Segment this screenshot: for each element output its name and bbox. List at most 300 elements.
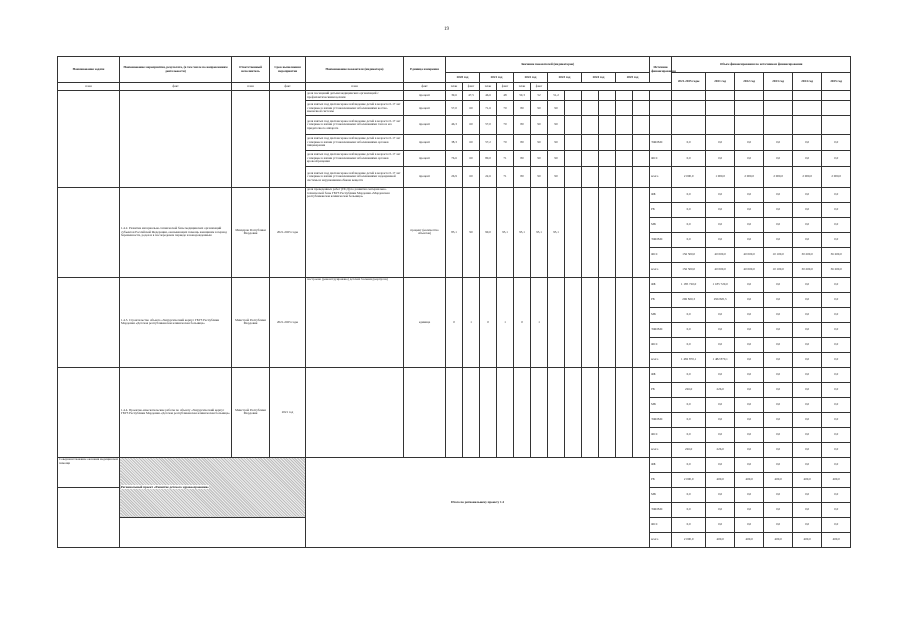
- finance-value: 36 200,0: [822, 247, 851, 262]
- indicator-value: 1: [463, 277, 480, 367]
- indicator-value: [599, 187, 616, 277]
- col-term-header: Срок выполнения мероприятия: [270, 57, 306, 83]
- indicator-value: [616, 91, 633, 101]
- finance-value: 0,0: [706, 322, 735, 337]
- indicator-value: 60: [463, 101, 480, 116]
- indicator-value: 90: [548, 150, 565, 166]
- finance-value: 0,0: [735, 322, 764, 337]
- finance-value: 0,0: [822, 322, 851, 337]
- indicator-value: 70: [497, 134, 514, 150]
- finance-value: 0,0: [672, 502, 706, 517]
- indicator-value: 80: [514, 116, 531, 134]
- indicator-value: [531, 367, 548, 457]
- indicator-unit: [404, 367, 446, 457]
- indicator-value: 71: [497, 150, 514, 166]
- finance-source: МБ: [650, 487, 672, 502]
- finance-value: 0,0: [735, 502, 764, 517]
- finance-value: 400,0: [822, 532, 851, 547]
- sub-label-plan: план: [514, 83, 531, 91]
- finance-value: 0,0: [822, 457, 851, 472]
- finance-source: всего: [650, 352, 672, 367]
- finance-value: 0,0: [672, 412, 706, 427]
- indicator-value: [480, 367, 497, 457]
- finance-value: 0,0: [793, 134, 822, 150]
- indicator-value: [599, 367, 616, 457]
- indicator-value: [616, 277, 633, 367]
- finance-value: 2 000,0: [672, 532, 706, 547]
- indicator-value: [599, 116, 616, 134]
- finance-source: МБ: [650, 217, 672, 232]
- indicator-value: [599, 134, 616, 150]
- finance-value: 0,0: [793, 292, 822, 307]
- finance-source: ФСС: [650, 150, 672, 166]
- sub-label-fact: факт: [404, 83, 446, 91]
- sub-label-plan: план: [306, 83, 404, 91]
- finance-value: 0,0: [672, 367, 706, 382]
- finance-value: 0,0: [764, 487, 793, 502]
- indicator-value: [599, 101, 616, 116]
- finance-value: 0,0: [822, 517, 851, 532]
- indicator-value: [582, 134, 599, 150]
- finance-value: 0,0: [735, 517, 764, 532]
- indicator-value: [633, 167, 650, 188]
- finance-source: РБ: [650, 292, 672, 307]
- indicator-value: [582, 167, 599, 188]
- finance-value: 1 482 870,1: [672, 352, 706, 367]
- indicator-value: 80: [514, 167, 531, 188]
- finance-value: 0,0: [793, 322, 822, 337]
- finance-value: 0,0: [764, 202, 793, 217]
- table-row: [58, 187, 851, 202]
- finance-value: 0,0: [764, 412, 793, 427]
- finance-source: МБ: [650, 397, 672, 412]
- finance-year-header: 2022 год: [735, 73, 764, 91]
- finance-value: [764, 91, 793, 101]
- indicator-value: 1: [497, 277, 514, 367]
- indicator-value: [582, 91, 599, 101]
- finance-value: 0,0: [764, 277, 793, 292]
- indicator-value: 60: [463, 116, 480, 134]
- finance-value: 0,0: [706, 134, 735, 150]
- finance-value: 0,0: [735, 337, 764, 352]
- indicator-value: 80: [514, 134, 531, 150]
- finance-value: 2 000,0: [672, 472, 706, 487]
- finance-value: 2 000,0: [793, 167, 822, 188]
- table-row: [58, 277, 851, 292]
- indicator-value: [582, 116, 599, 134]
- finance-value: 30 200,0: [793, 247, 822, 262]
- year-header: 2021 год: [480, 73, 514, 83]
- indicator-name: доля взятых под диспансерное наблюдение детей в возрасте 0-17 лет с впервые в жизни установленными заболеваниями органов пищеварения: [306, 134, 404, 150]
- indicator-value: [514, 367, 531, 457]
- finance-value: 0,0: [735, 277, 764, 292]
- indicator-value: 90: [531, 150, 548, 166]
- finance-value: 0,0: [793, 412, 822, 427]
- indicator-value: 57,0: [480, 116, 497, 134]
- finance-value: 0,0: [672, 427, 706, 442]
- indicator-value: 38,3: [446, 134, 463, 150]
- finance-value: 0,0: [735, 457, 764, 472]
- finance-value: 0,0: [735, 187, 764, 202]
- finance-value: 0,0: [764, 352, 793, 367]
- finance-value: 0,0: [672, 217, 706, 232]
- finance-value: 400,0: [706, 472, 735, 487]
- finance-value: 0,0: [706, 337, 735, 352]
- indicator-value: 50,3: [514, 91, 531, 101]
- finance-source: ФСС: [650, 247, 672, 262]
- indicator-name: доля взятых под диспансерное наблюдение детей в возрасте 0-17 лет с впервые в жизни установленными заболеваниями органов кровообращения: [306, 150, 404, 166]
- indicator-unit: процент: [404, 116, 446, 134]
- finance-value: 0,0: [822, 187, 851, 202]
- indicator-value: 48: [497, 91, 514, 101]
- finance-value: 0,0: [822, 150, 851, 166]
- indicator-value: 90: [531, 134, 548, 150]
- finance-value: 0,0: [672, 232, 706, 247]
- indicator-unit: процент: [404, 150, 446, 166]
- indicator-value: [616, 134, 633, 150]
- sub-label-fact: факт: [270, 83, 306, 91]
- finance-value: 0,0: [793, 502, 822, 517]
- finance-value: 0,0: [764, 457, 793, 472]
- finance-value: 400,0: [822, 472, 851, 487]
- indicator-name: доля посещений детьми медицинских организаций с профилактическими целями: [306, 91, 404, 101]
- finance-source: ФСС: [650, 427, 672, 442]
- finance-value: 0,0: [706, 412, 735, 427]
- indicator-value: 95,1: [531, 187, 548, 277]
- finance-value: 0,0: [735, 442, 764, 457]
- indicator-value: 57,0: [446, 101, 463, 116]
- finance-value: 0,0: [764, 150, 793, 166]
- indicator-value: 51,2: [548, 91, 565, 101]
- finance-value: 0,0: [735, 232, 764, 247]
- year-header: 2024 год: [582, 73, 616, 83]
- finance-value: 156 500,0: [672, 247, 706, 262]
- finance-value: 0,0: [822, 232, 851, 247]
- finance-value: 0,0: [764, 292, 793, 307]
- finance-value: 0,0: [764, 187, 793, 202]
- term-cell: 2021-2025 годы: [270, 187, 306, 277]
- finance-value: [650, 101, 672, 116]
- finance-source: ФБ: [650, 277, 672, 292]
- finance-value: 0,0: [706, 457, 735, 472]
- indicator-value: 1: [531, 277, 548, 367]
- finance-value: 0,0: [822, 202, 851, 217]
- indicator-value: 57,2: [480, 134, 497, 150]
- indicator-value: 22,6: [480, 167, 497, 188]
- finance-value: 0,0: [793, 427, 822, 442]
- finance-source: ФБ: [650, 367, 672, 382]
- finance-value: 0,0: [793, 202, 822, 217]
- table-row: [58, 91, 851, 101]
- finance-value: 400,0: [793, 472, 822, 487]
- measure-cell: 1.4.4. Проектно-изыскательские работы по объекту «Хирургический корпус ГБУЗ Республики Мордовия «Детская республиканская клиническая больница»: [120, 367, 232, 457]
- finance-value: 0,0: [672, 322, 706, 337]
- indicator-value: 60: [463, 134, 480, 150]
- finance-value: [650, 91, 672, 101]
- finance-value: 0,0: [735, 307, 764, 322]
- finance-value: 36 200,0: [822, 262, 851, 277]
- finance-source: РБ: [650, 202, 672, 217]
- task-cell: [58, 91, 120, 188]
- finance-value: 0,0: [793, 307, 822, 322]
- indicator-value: [633, 91, 650, 101]
- task-cell: Совершенствование оказания медицинской помощи: [58, 457, 120, 487]
- col-unit-header: Единица измерения: [404, 57, 446, 83]
- indicator-value: [582, 150, 599, 166]
- finance-value: 0,0: [706, 307, 735, 322]
- finance-value: 0,0: [822, 352, 851, 367]
- term-cell: 2021-2025 годы: [270, 277, 306, 367]
- task-cell: [58, 187, 120, 277]
- finance-value: 0,0: [735, 150, 764, 166]
- hatched-project-label: Региональный проект «Развитие детского здравоохранения»: [121, 484, 209, 489]
- finance-source: всего: [650, 262, 672, 277]
- finance-value: 2 000,0: [822, 167, 851, 188]
- indicator-value: 26,9: [446, 167, 463, 188]
- measure-cell: [120, 91, 232, 188]
- indicator-value: 90,0: [480, 187, 497, 277]
- finance-value: 2 000,0: [672, 167, 706, 188]
- finance-value: 1 185 720,0: [672, 277, 706, 292]
- finance-value: 0,0: [706, 150, 735, 166]
- finance-value: 0,0: [764, 367, 793, 382]
- finance-source: ФСС: [650, 337, 672, 352]
- indicator-value: [548, 277, 565, 367]
- finance-source: МБ: [650, 307, 672, 322]
- finance-value: [672, 91, 706, 101]
- finance-value: 0,0: [822, 292, 851, 307]
- sub-label-fact: факт: [120, 83, 232, 91]
- finance-value: [822, 116, 851, 134]
- sub-label-plan: план: [232, 83, 270, 91]
- finance-value: 0,0: [735, 134, 764, 150]
- indicator-name: доля взятых под диспансерное наблюдение детей в возрасте 0-17 лет с впервые в жизни установленными заболеваниями эндокринной системы и нарушениями обмена веществ: [306, 167, 404, 188]
- finance-value: 0,0: [793, 217, 822, 232]
- finance-value: [764, 116, 793, 134]
- finance-source: ФСС: [650, 517, 672, 532]
- sub-label-fact: факт: [463, 83, 480, 91]
- sub-label-plan: план: [58, 83, 120, 91]
- finance-value: 2 000,0: [735, 167, 764, 188]
- indicator-value: 95,1: [497, 187, 514, 277]
- finance-value: 0,0: [822, 442, 851, 457]
- indicator-value: [633, 187, 650, 277]
- indicator-value: [565, 167, 582, 188]
- finance-value: 1 000,0: [706, 167, 735, 188]
- sub-label-plan: план: [446, 83, 463, 91]
- indicator-unit: процент (количество объектов): [404, 187, 446, 277]
- finance-source: всего: [650, 167, 672, 188]
- finance-value: [672, 116, 706, 134]
- indicator-unit: процент: [404, 101, 446, 116]
- finance-value: 0,0: [706, 502, 735, 517]
- indicator-unit: процент: [404, 91, 446, 101]
- indicator-value: [565, 116, 582, 134]
- indicator-value: [599, 91, 616, 101]
- finance-value: 0,0: [735, 427, 764, 442]
- finance-source: всего: [650, 532, 672, 547]
- table-body: [58, 91, 851, 548]
- finance-value: 400,0: [706, 532, 735, 547]
- indicator-value: [565, 150, 582, 166]
- indicator-value: [582, 367, 599, 457]
- finance-group-header: Объем финансирования по источникам финансирования: [672, 57, 851, 73]
- finance-source: всего: [650, 442, 672, 457]
- finance-value: 0,0: [706, 427, 735, 442]
- finance-value: 400,0: [735, 472, 764, 487]
- finance-value: 0,0: [706, 232, 735, 247]
- finance-value: 0,0: [672, 487, 706, 502]
- finance-value: 0,0: [822, 217, 851, 232]
- col-source-header: Источник финансирования: [650, 57, 672, 83]
- finance-value: 0,0: [793, 397, 822, 412]
- indicator-value: [616, 150, 633, 166]
- finance-value: [793, 91, 822, 101]
- finance-value: 0,0: [735, 352, 764, 367]
- finance-value: 0,0: [672, 150, 706, 166]
- year-header: 2020 год: [446, 73, 480, 83]
- finance-source: ТФОМС: [650, 322, 672, 337]
- indicator-value: 90: [548, 134, 565, 150]
- finance-value: 0,0: [672, 307, 706, 322]
- finance-value: 400,0: [735, 532, 764, 547]
- indicator-value: 0: [480, 277, 497, 367]
- finance-value: 226,0: [706, 382, 735, 397]
- indicator-value: 71,6: [480, 101, 497, 116]
- indicator-value: 60: [463, 150, 480, 166]
- finance-value: 0,0: [735, 487, 764, 502]
- finance-value: 0,0: [793, 442, 822, 457]
- indicator-value: [582, 101, 599, 116]
- indicator-value: 90: [463, 187, 480, 277]
- finance-source: ФБ: [650, 187, 672, 202]
- finance-value: 0,0: [764, 307, 793, 322]
- executor-cell: Минздрав Республики Мордовия: [232, 187, 270, 277]
- finance-value: 40 000,0: [706, 247, 735, 262]
- finance-value: 0,0: [793, 277, 822, 292]
- finance-value: 0,0: [822, 337, 851, 352]
- finance-value: 0,0: [822, 412, 851, 427]
- indicator-group-header: Значение показателей (индикаторов): [446, 57, 650, 73]
- total-label: Итого по региональному проекту 1.4: [306, 457, 650, 547]
- finance-value: 226,0: [706, 442, 735, 457]
- finance-value: 0,0: [793, 367, 822, 382]
- indicator-value: [633, 277, 650, 367]
- indicator-value: [463, 367, 480, 457]
- indicator-value: [633, 134, 650, 150]
- finance-value: 40 000,0: [735, 262, 764, 277]
- indicator-value: 46,6: [480, 91, 497, 101]
- indicator-unit: единица: [404, 277, 446, 367]
- year-header: 2025 год: [616, 73, 650, 83]
- finance-value: 0,0: [706, 487, 735, 502]
- col-measure-header: Наименование мероприятия, результата, (в том числе по направлениям деятельности): [120, 57, 232, 83]
- finance-value: 0,0: [793, 232, 822, 247]
- indicator-value: [565, 91, 582, 101]
- finance-value: 0,0: [706, 397, 735, 412]
- finance-value: 156 500,0: [672, 262, 706, 277]
- finance-value: 0,0: [793, 337, 822, 352]
- finance-value: [706, 91, 735, 101]
- task-cell: [58, 277, 120, 367]
- finance-value: 0,0: [672, 134, 706, 150]
- finance-value: 296 820,3: [672, 292, 706, 307]
- finance-value: 0,0: [706, 202, 735, 217]
- finance-value: 0,0: [672, 397, 706, 412]
- finance-value: 0,0: [793, 352, 822, 367]
- measure-cell: 1.4.2. Развитие материально-технической базы медицинских организаций субъектов Российской Федерации, оказывающих помощь женщинам в период беременности, родов и в послеродовом периоде и новорожденным: [120, 187, 232, 277]
- finance-value: 0,0: [764, 322, 793, 337]
- finance-value: 0,0: [764, 502, 793, 517]
- finance-value: 0,0: [764, 427, 793, 442]
- indicator-value: 90: [531, 116, 548, 134]
- indicator-value: [565, 277, 582, 367]
- indicator-value: [616, 101, 633, 116]
- blank-cell: [120, 517, 306, 547]
- finance-value: 400,0: [793, 532, 822, 547]
- finance-value: 0,0: [793, 487, 822, 502]
- indicator-value: 39,6: [446, 91, 463, 101]
- sub-label-fact: факт: [497, 83, 514, 91]
- finance-value: 0,0: [793, 187, 822, 202]
- finance-value: 0,0: [793, 517, 822, 532]
- finance-value: 0,0: [672, 337, 706, 352]
- indicator-name: [306, 367, 404, 457]
- measure-cell: 1.4.3. Строительство объекта «Хирургический корпус ГБУЗ Республики Мордовия «Детская республиканская клиническая больница»: [120, 277, 232, 367]
- task-cell: [58, 487, 120, 547]
- year-header: 2022 год: [514, 73, 548, 83]
- finance-source: ТФОМС: [650, 232, 672, 247]
- indicator-value: [565, 187, 582, 277]
- indicator-value: 70: [497, 116, 514, 134]
- year-header: 2023 год: [548, 73, 582, 83]
- finance-value: 0,0: [764, 442, 793, 457]
- indicator-unit: процент: [404, 167, 446, 188]
- finance-value: 0,0: [764, 134, 793, 150]
- indicator-value: [599, 277, 616, 367]
- indicator-value: 90: [548, 101, 565, 116]
- finance-value: [706, 116, 735, 134]
- program-table: [57, 56, 851, 548]
- finance-value: [735, 101, 764, 116]
- indicator-name: построено (реконструировано) детских больниц (корпусов): [306, 277, 404, 367]
- finance-value: 30 200,0: [793, 262, 822, 277]
- finance-value: 0,0: [764, 217, 793, 232]
- task-cell: [58, 367, 120, 457]
- finance-value: 0,0: [735, 217, 764, 232]
- finance-value: 0,0: [706, 217, 735, 232]
- indicator-value: 90: [548, 116, 565, 134]
- finance-value: 10 100,0: [764, 247, 793, 262]
- finance-value: 0,0: [822, 367, 851, 382]
- indicator-value: 60: [463, 167, 480, 188]
- finance-value: [706, 101, 735, 116]
- finance-value: 2 000,0: [764, 167, 793, 188]
- finance-value: 0,0: [793, 457, 822, 472]
- indicator-value: [599, 167, 616, 188]
- indicator-value: [548, 367, 565, 457]
- indicator-name: доля взятых под диспансерное наблюдение детей в возрасте 0-17 лет с впервые в жизни установленными заболеваниями глаза и его придаточного аппарата: [306, 116, 404, 134]
- finance-value: 0,0: [822, 134, 851, 150]
- finance-source: ТФОМС: [650, 502, 672, 517]
- finance-year-header: 2025 год: [822, 73, 851, 91]
- finance-value: 0,0: [764, 382, 793, 397]
- finance-value: 0,0: [793, 150, 822, 166]
- indicator-value: 47,5: [463, 91, 480, 101]
- finance-source: РБ: [650, 472, 672, 487]
- finance-value: 400,0: [764, 532, 793, 547]
- finance-value: 0,0: [822, 382, 851, 397]
